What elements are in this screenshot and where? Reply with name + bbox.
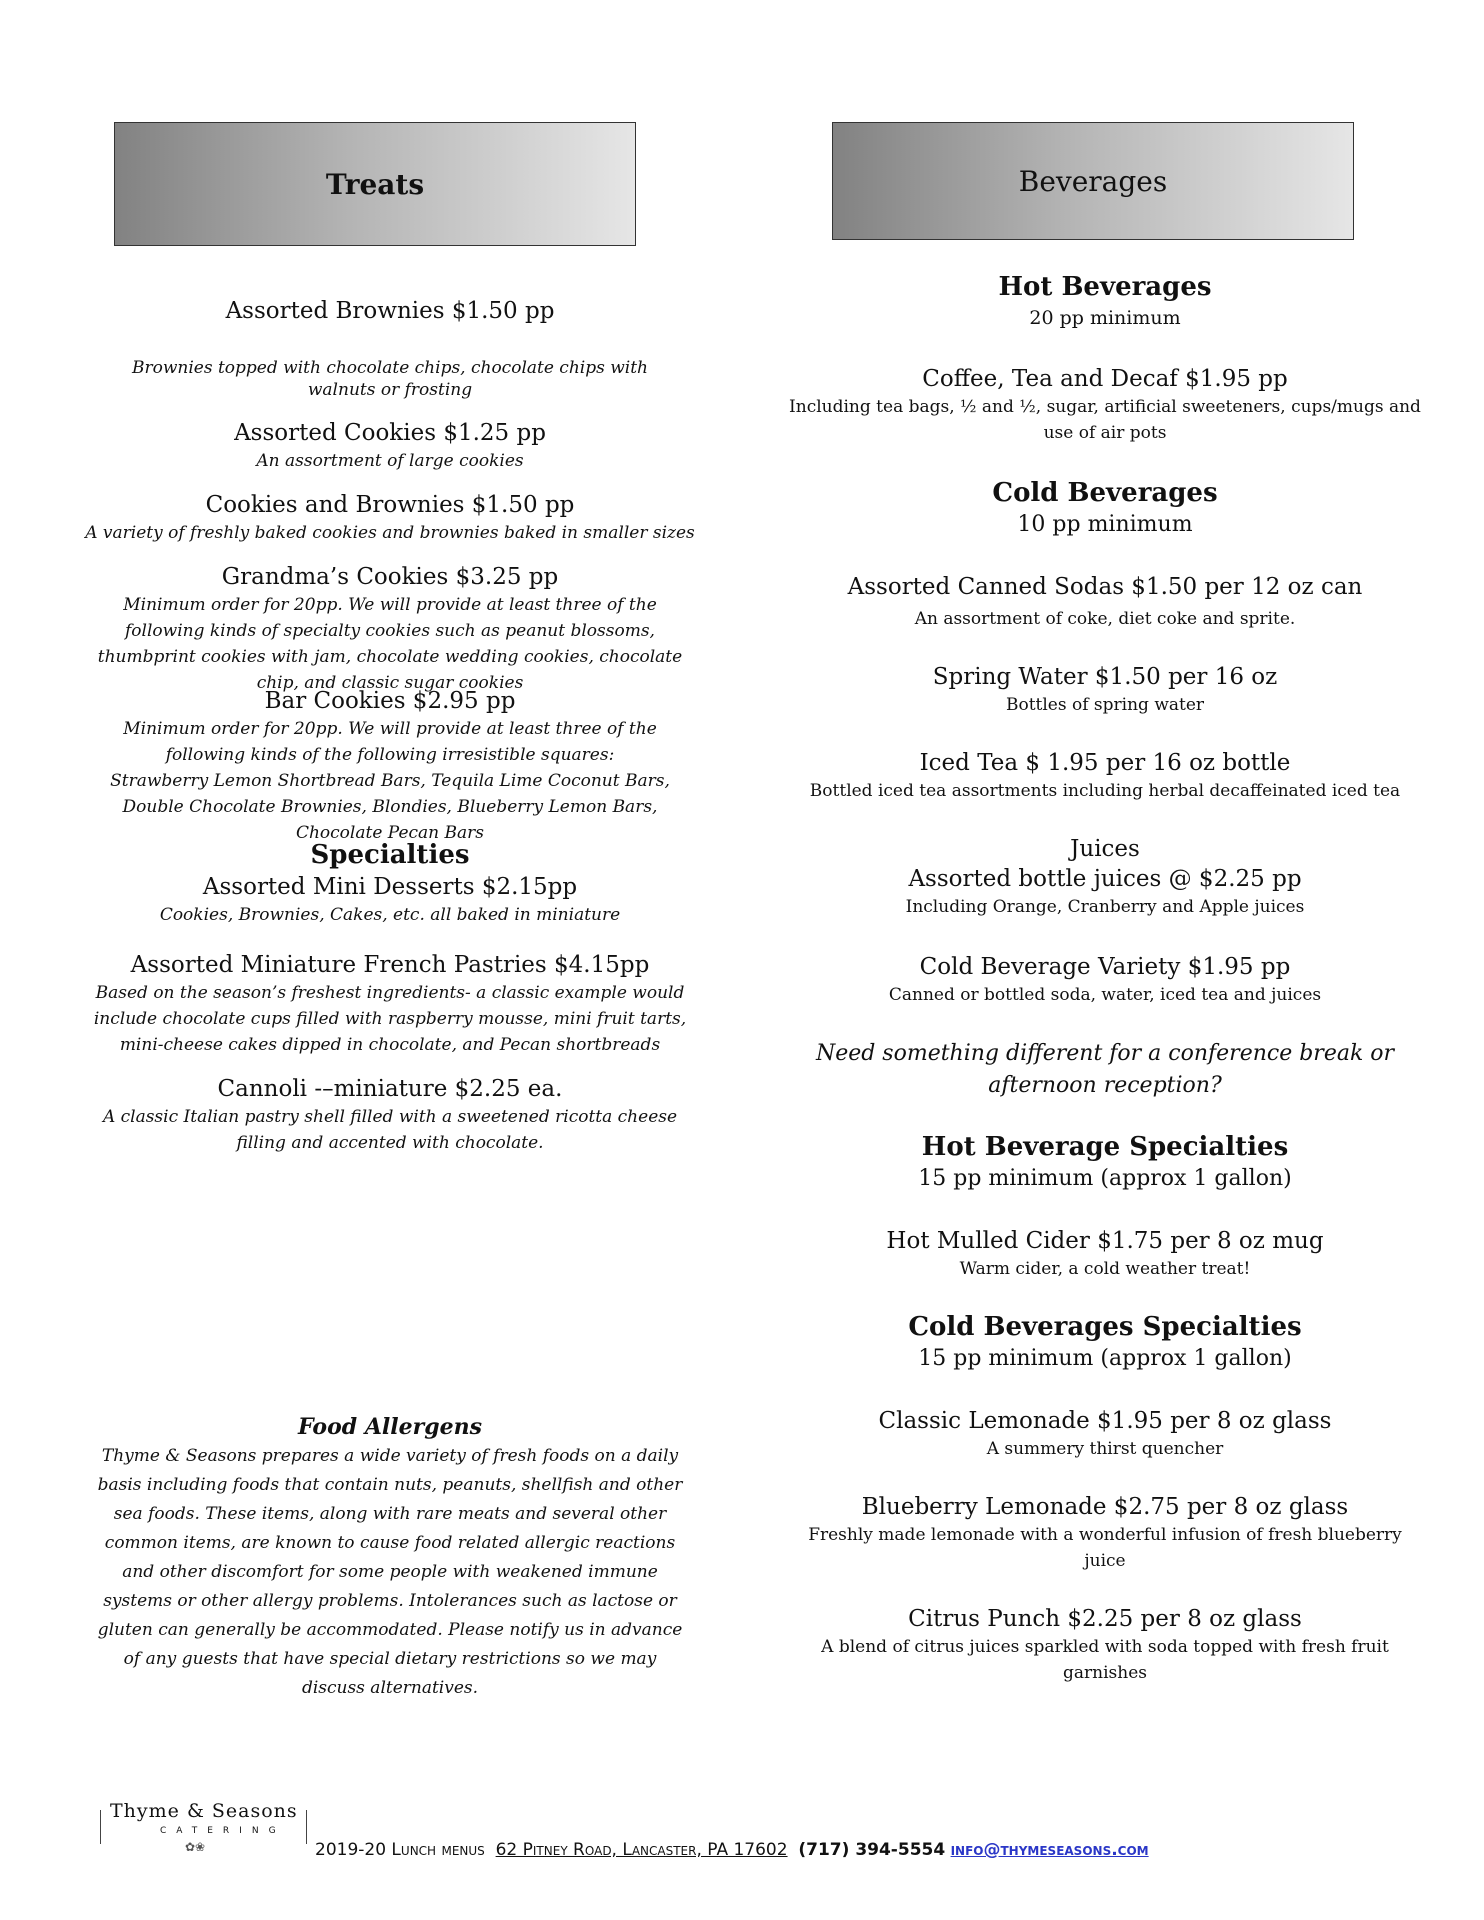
item-title: Grandma’s Cookies $3.25 pp (221, 564, 559, 590)
item-title: Spring Water $1.50 per 16 oz (932, 664, 1278, 690)
section-title: Specialties (310, 840, 470, 870)
cold-beverages-section (785, 476, 1425, 540)
item-title: Cookies and Brownies $1.50 pp (205, 492, 575, 518)
menu-item (785, 952, 1425, 1008)
specialties-section (80, 838, 700, 928)
section-min: 15 pp minimum (approx 1 gallon) (918, 1166, 1292, 1191)
menu-item (785, 748, 1425, 804)
item-title: Hot Mulled Cider $1.75 per 8 oz mug (886, 1228, 1324, 1254)
item-title: Citrus Punch $2.25 per 8 oz glass (908, 1606, 1302, 1632)
item-desc: Cookies, Brownies, Cakes, etc. all baked in miniature (159, 905, 621, 925)
item-desc: Freshly made lemonade with a wonderful infusion of fresh blueberry juice (808, 1525, 1402, 1571)
menu-item (785, 1492, 1425, 1574)
allergens-title: Food Allergens (298, 1414, 482, 1440)
item-title: Cannoli -–miniature $2.25 ea. (217, 1076, 563, 1102)
item-title: Juices (1070, 836, 1140, 862)
item-title: Assorted Canned Sodas $1.50 per 12 oz can (847, 574, 1363, 600)
item-desc: Bottled iced tea assortments including herbal decaffeinated iced tea (809, 781, 1401, 801)
hot-specialties-section (785, 1130, 1425, 1194)
menu-item (80, 418, 700, 474)
section-min: 20 pp minimum (1029, 307, 1181, 329)
menu-item (80, 490, 700, 546)
item-desc: Canned or bottled soda, water, iced tea and juices (888, 985, 1322, 1005)
section-title: Cold Beverages (992, 478, 1218, 508)
item-desc: A classic Italian pastry shell filled with a sweetened ricotta cheese filling and accented with chocolate. (102, 1107, 678, 1153)
item-desc: Bottles of spring water (1005, 695, 1205, 715)
item-title: Bar Cookies $2.95 pp (264, 688, 516, 714)
section-title: Hot Beverages (998, 272, 1212, 302)
item-title: Coffee, Tea and Decaf $1.95 pp (922, 366, 1288, 392)
logo-subtitle: CATERING (160, 1826, 286, 1836)
item-desc: Including Orange, Cranberry and Apple juices (905, 897, 1305, 917)
company-logo (100, 1800, 310, 1860)
menu-item (80, 1074, 700, 1156)
menu-item (785, 834, 1425, 920)
item-title: Assorted Brownies $1.50 pp (225, 298, 555, 324)
menu-item (785, 1226, 1425, 1282)
item-subtitle: Assorted bottle juices @ $2.25 pp (908, 866, 1302, 892)
item-desc: An assortment of large cookies (256, 451, 524, 471)
menu-item (80, 562, 700, 696)
item-title: Assorted Mini Desserts $2.15pp (202, 874, 578, 900)
item-desc: Strawberry Lemon Shortbread Bars, Tequila Lime Coconut Bars, Double Chocolate Brownies, Blondies, Blueberry Lemon Bars, Chocolate Pecan Bars (110, 771, 670, 843)
allergens-text: Thyme & Seasons prepares a wide variety of fresh foods on a daily basis including foods that contain nuts, peanuts, shellfish and other sea foods. These items, along with rare meats and several other common items, are known to cause food related allergic reactions and other discomfort for some people with weakened immune systems or other allergy problems. Intolerances such as lactose or gluten can generally be accommodated. Please notify us in advance of any guests that have special dietary restrictions so we may discuss alternatives. (97, 1446, 683, 1698)
item-desc: A blend of citrus juices sparkled with soda topped with fresh fruit garnishes (821, 1637, 1389, 1683)
footer-phone: (717) 394-5554 (798, 1840, 946, 1860)
menu-item (80, 686, 700, 846)
menu-item (785, 364, 1425, 446)
menu-item-desc (80, 357, 700, 401)
treats-column (80, 0, 700, 1920)
item-title: Classic Lemonade $1.95 per 8 oz glass (878, 1408, 1332, 1434)
item-title: Assorted Miniature French Pastries $4.15pp (130, 952, 650, 978)
item-desc: Minimum order for 20pp. We will provide at least three of the following kinds of the following irresistible squares: (123, 719, 657, 765)
hot-beverages-section (785, 270, 1425, 332)
item-desc: A summery thirst quencher (986, 1439, 1224, 1459)
footer-address: 62 Pitney Road, Lancaster, PA 17602 (495, 1840, 788, 1860)
item-desc: An assortment of coke, diet coke and sprite. (914, 609, 1296, 629)
footer-info (315, 1840, 1149, 1860)
section-title: Cold Beverages Specialties (908, 1312, 1302, 1342)
item-desc: Minimum order for 20pp. We will provide at least three of the following kinds of specialty cookies such as peanut blossoms, thumbprint cookies with jam, chocolate wedding cookies, chocolate chip, and classic sugar cookies (97, 595, 683, 693)
menu-item (80, 950, 700, 1058)
item-title: Assorted Cookies $1.25 pp (234, 420, 546, 446)
item-desc: Brownies topped with chocolate chips, chocolate chips with walnuts or frosting (132, 358, 648, 400)
item-title: Iced Tea $ 1.95 per 16 oz bottle (919, 750, 1291, 776)
menu-item (785, 1604, 1425, 1686)
section-title: Hot Beverage Specialties (921, 1132, 1289, 1162)
item-desc: Including tea bags, ½ and ½, sugar, artificial sweeteners, cups/mugs and use of air pots (789, 397, 1421, 443)
footer-menu-label: 2019-20 Lunch menus (315, 1840, 485, 1860)
section-min: 10 pp minimum (1017, 512, 1193, 537)
beverages-column (785, 0, 1425, 1920)
cold-specialties-section (785, 1310, 1425, 1374)
item-desc: Warm cider, a cold weather treat! (959, 1259, 1251, 1279)
menu-item (785, 572, 1425, 632)
sprig-icon: ✿❀ (185, 1840, 206, 1854)
item-title: Cold Beverage Variety $1.95 pp (919, 954, 1291, 980)
menu-item (785, 662, 1425, 718)
footer-email-link[interactable]: info@thymeseasons.com (950, 1840, 1149, 1860)
conference-note (785, 1038, 1425, 1102)
section-min: 15 pp minimum (approx 1 gallon) (918, 1346, 1292, 1371)
treats-header-label: Treats (325, 167, 425, 201)
beverages-header-label: Beverages (1018, 164, 1168, 198)
logo-name: Thyme & Seasons (110, 1800, 298, 1822)
note-text: Need something different for a conference break or afternoon reception? (815, 1041, 1395, 1098)
item-desc: Based on the season’s freshest ingredients- a classic example would include chocolate cups filled with raspberry mousse, mini fruit tarts, mini-cheese cakes dipped in chocolate, and Pecan shortbreads (93, 983, 687, 1055)
item-title: Blueberry Lemonade $2.75 per 8 oz glass (861, 1494, 1349, 1520)
item-desc: A variety of freshly baked cookies and brownies baked in smaller sizes (85, 523, 695, 543)
menu-item (785, 1406, 1425, 1462)
allergens-section (80, 1412, 700, 1703)
menu-item (80, 296, 700, 326)
